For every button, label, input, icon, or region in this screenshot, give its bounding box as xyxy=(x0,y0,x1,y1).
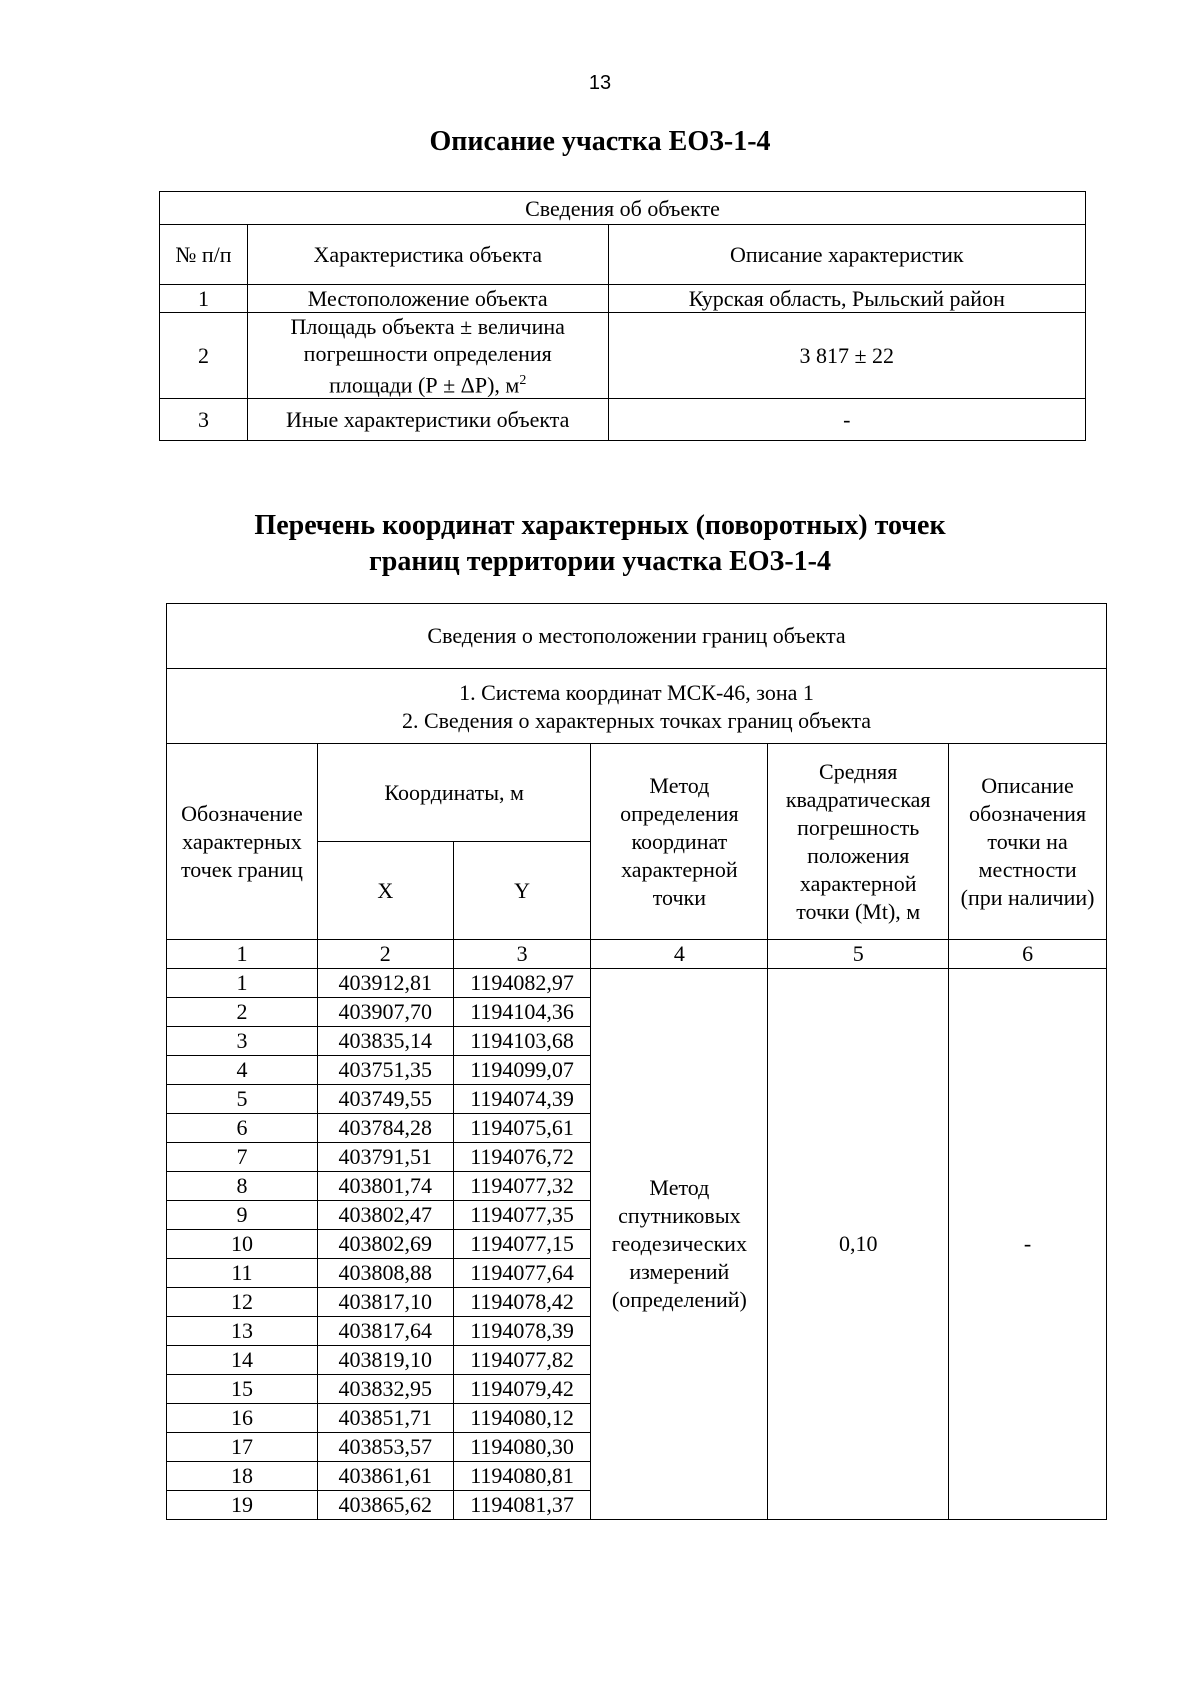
header-line: точек границ xyxy=(180,856,303,882)
section-title: Описание участка ЕОЗ-1-4 xyxy=(429,126,771,157)
column-header: Характеристика объекта xyxy=(247,225,608,285)
row-number: 2 xyxy=(160,313,248,399)
characteristic xyxy=(247,313,608,399)
coordinate-y: 1194104,36 xyxy=(453,998,591,1027)
coordinate-y: 1194077,35 xyxy=(453,1201,591,1230)
point-number: 18 xyxy=(167,1462,318,1491)
column-index: 2 xyxy=(317,940,453,969)
point-number: 4 xyxy=(167,1056,318,1085)
characteristic-description: - xyxy=(608,399,1085,441)
characteristic-line: площади (Р ± ΔР), м xyxy=(329,372,520,398)
superscript: 2 xyxy=(519,373,527,388)
coordinate-y: 1194077,64 xyxy=(453,1259,591,1288)
method-line: Метод xyxy=(649,1175,710,1200)
coordinate-x: 403865,62 xyxy=(317,1491,453,1520)
point-number: 14 xyxy=(167,1346,318,1375)
table-header: Сведения о местоположении границ объекта xyxy=(167,604,1107,669)
column-header-coordinates: Координаты, м xyxy=(317,744,591,842)
header-line: характерной xyxy=(621,856,738,882)
row-number: 1 xyxy=(160,285,248,313)
coordinate-x: 403861,61 xyxy=(317,1462,453,1491)
coordinate-x: 403751,35 xyxy=(317,1056,453,1085)
title-line: Перечень координат характерных (поворотных) точек xyxy=(254,510,946,541)
column-header-point xyxy=(167,744,318,940)
method-cell xyxy=(591,969,768,1520)
characteristic-line: погрешности определения xyxy=(303,341,552,366)
header-line: местности xyxy=(978,856,1077,882)
coordinate-x: 403801,74 xyxy=(317,1172,453,1201)
coordinate-y: 1194082,97 xyxy=(453,969,591,998)
characteristic-description: 3 817 ± 22 xyxy=(608,313,1085,399)
coordinate-y: 1194080,12 xyxy=(453,1404,591,1433)
object-info-table xyxy=(159,191,1086,441)
column-header-error xyxy=(768,744,949,940)
point-number: 10 xyxy=(167,1230,318,1259)
point-number: 6 xyxy=(167,1114,318,1143)
column-index: 6 xyxy=(949,940,1107,969)
header-line: координат xyxy=(631,828,728,854)
description-value: - xyxy=(949,969,1107,1520)
point-number: 5 xyxy=(167,1085,318,1114)
coordinate-y: 1194078,39 xyxy=(453,1317,591,1346)
points-subheader: 2. Сведения о характерных точках границ объекта xyxy=(167,707,1107,744)
coordinate-x: 403832,95 xyxy=(317,1375,453,1404)
coordinate-x: 403817,64 xyxy=(317,1317,453,1346)
header-line: погрешность xyxy=(797,814,920,840)
coordinate-x: 403784,28 xyxy=(317,1114,453,1143)
coordinate-y: 1194077,32 xyxy=(453,1172,591,1201)
table-row xyxy=(167,969,1107,998)
point-number: 3 xyxy=(167,1027,318,1056)
point-number: 15 xyxy=(167,1375,318,1404)
coordinate-x: 403851,71 xyxy=(317,1404,453,1433)
column-header-description xyxy=(949,744,1107,940)
coordinate-y: 1194080,30 xyxy=(453,1433,591,1462)
coordinate-x: 403912,81 xyxy=(317,969,453,998)
point-number: 2 xyxy=(167,998,318,1027)
coordinate-y: 1194077,82 xyxy=(453,1346,591,1375)
header-line: Описание xyxy=(981,772,1074,798)
header-line: Метод xyxy=(649,772,710,798)
header-line: Средняя xyxy=(819,758,898,784)
coordinate-x: 403808,88 xyxy=(317,1259,453,1288)
column-index: 1 xyxy=(167,940,318,969)
column-header-y: Y xyxy=(453,842,591,940)
point-number: 9 xyxy=(167,1201,318,1230)
coordinate-y: 1194081,37 xyxy=(453,1491,591,1520)
column-index: 4 xyxy=(591,940,768,969)
characteristic: Иные характеристики объекта xyxy=(247,399,608,441)
coordinate-y: 1194077,15 xyxy=(453,1230,591,1259)
coordinate-x: 403853,57 xyxy=(317,1433,453,1462)
column-index: 3 xyxy=(453,940,591,969)
coordinate-y: 1194076,72 xyxy=(453,1143,591,1172)
coordinate-x: 403749,55 xyxy=(317,1085,453,1114)
header-line: характерной xyxy=(799,870,917,896)
header-line: характерных xyxy=(182,828,302,854)
header-line: Обозначение xyxy=(181,800,303,826)
method-line: измерений xyxy=(629,1259,730,1284)
row-number: 3 xyxy=(160,399,248,441)
point-number: 12 xyxy=(167,1288,318,1317)
point-number: 1 xyxy=(167,969,318,998)
header-line: точки xyxy=(652,884,707,910)
coordinate-x: 403819,10 xyxy=(317,1346,453,1375)
coordinate-system: 1. Система координат МСК-46, зона 1 xyxy=(167,669,1107,708)
coordinate-x: 403791,51 xyxy=(317,1143,453,1172)
header-line: квадратическая xyxy=(785,786,931,812)
coordinate-x: 403802,69 xyxy=(317,1230,453,1259)
table-header: Сведения об объекте xyxy=(160,192,1086,225)
point-number: 19 xyxy=(167,1491,318,1520)
error-value: 0,10 xyxy=(768,969,949,1520)
coordinate-y: 1194103,68 xyxy=(453,1027,591,1056)
method-line: (определений) xyxy=(611,1287,747,1312)
characteristic: Местоположение объекта xyxy=(247,285,608,313)
title-line: границ территории участка ЕОЗ-1-4 xyxy=(369,546,831,577)
coordinate-x: 403802,47 xyxy=(317,1201,453,1230)
column-header: Описание характеристик xyxy=(608,225,1085,285)
point-number: 11 xyxy=(167,1259,318,1288)
column-header-x: X xyxy=(317,842,453,940)
coordinate-x: 403835,14 xyxy=(317,1027,453,1056)
header-line: обозначения xyxy=(969,800,1087,826)
point-number: 8 xyxy=(167,1172,318,1201)
page-number: 13 xyxy=(588,72,612,94)
coordinate-y: 1194079,42 xyxy=(453,1375,591,1404)
column-header-method xyxy=(591,744,768,940)
coordinate-y: 1194074,39 xyxy=(453,1085,591,1114)
method-line: спутниковых xyxy=(618,1203,741,1228)
header-line: (при наличии) xyxy=(960,884,1095,910)
header-line: точки (Mt), м xyxy=(796,898,921,924)
header-line: точки на xyxy=(987,828,1068,854)
header-line: положения xyxy=(807,842,910,868)
header-line: определения xyxy=(620,800,739,826)
point-number: 7 xyxy=(167,1143,318,1172)
point-number: 13 xyxy=(167,1317,318,1346)
coordinate-y: 1194080,81 xyxy=(453,1462,591,1491)
characteristic-line: Площадь объекта ± величина xyxy=(290,314,565,339)
coordinates-table xyxy=(166,603,1107,1520)
coordinate-y: 1194078,42 xyxy=(453,1288,591,1317)
coordinate-x: 403817,10 xyxy=(317,1288,453,1317)
column-index: 5 xyxy=(768,940,949,969)
coordinate-y: 1194075,61 xyxy=(453,1114,591,1143)
characteristic-description: Курская область, Рыльский район xyxy=(608,285,1085,313)
method-line: геодезических xyxy=(611,1231,747,1256)
coordinate-y: 1194099,07 xyxy=(453,1056,591,1085)
coordinate-x: 403907,70 xyxy=(317,998,453,1027)
point-number: 17 xyxy=(167,1433,318,1462)
point-number: 16 xyxy=(167,1404,318,1433)
column-header: № п/п xyxy=(160,225,248,285)
section-title xyxy=(0,508,1200,580)
